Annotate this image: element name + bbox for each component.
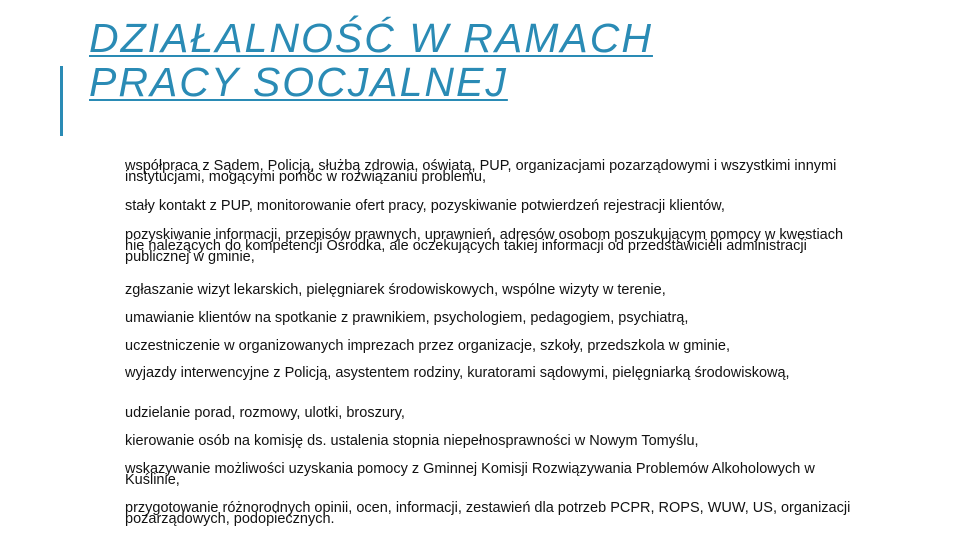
slide-title-line-1: DZIAŁALNOŚĆ W RAMACH [89, 15, 653, 61]
slide-title-line-2: PRACY SOCJALNEJ [89, 59, 508, 105]
list-item-6: uczestniczenie w organizowanych imprezach przez organizacje, szkoły, przedszkola w gminie, [125, 338, 730, 354]
list-item-9: kierowanie osób na komisję ds. ustalenia stopnia niepełnosprawności w Nowym Tomyślu, [125, 433, 699, 449]
list-item-3: pozyskiwanie informacji, przepisów prawnych, uprawnień, adresów osobom poszukującym pomocy w kwestiach nie należących do kompetencji Ośrodka, ale oczekujących takiej informacji od przedstawicieli administracji publicznej w gminie, [125, 227, 844, 265]
list-item-7: wyjazdy interwencyjne z Policją, asystentem rodziny, kuratorami sądowymi, pielęgniarką środowiskową, [125, 365, 790, 381]
title-accent-bar [60, 66, 63, 136]
list-item-8: udzielanie porad, rozmowy, ulotki, broszury, [125, 405, 405, 421]
list-item-2: stały kontakt z PUP, monitorowanie ofert pracy, pozyskiwanie potwierdzeń rejestracji klientów, [125, 198, 725, 214]
list-item-10: wskazywanie możliwości uzyskania pomocy z Gminnej Komisji Rozwiązywania Problemów Alkoholowych w Kuślinie, [125, 461, 815, 488]
list-item-11: przygotowanie różnorodnych opinii, ocen, informacji, zestawień dla potrzeb PCPR, ROPS, WUW, US, organizacji pozarządowych, podopiecznych. [125, 500, 851, 527]
list-item-1: współpraca z Sądem, Policją, służbą zdrowia, oświatą, PUP, organizacjami pozarządowymi i wszystkimi innymi instytucjami, mogącymi pomóc w rozwiązaniu problemu, [125, 158, 837, 185]
list-item-4: zgłaszanie wizyt lekarskich, pielęgniarek środowiskowych, wspólne wizyty w terenie, [125, 282, 666, 298]
slide-title [89, 16, 653, 104]
list-item-5: umawianie klientów na spotkanie z prawnikiem, psychologiem, pedagogiem, psychiatrą, [125, 310, 689, 326]
